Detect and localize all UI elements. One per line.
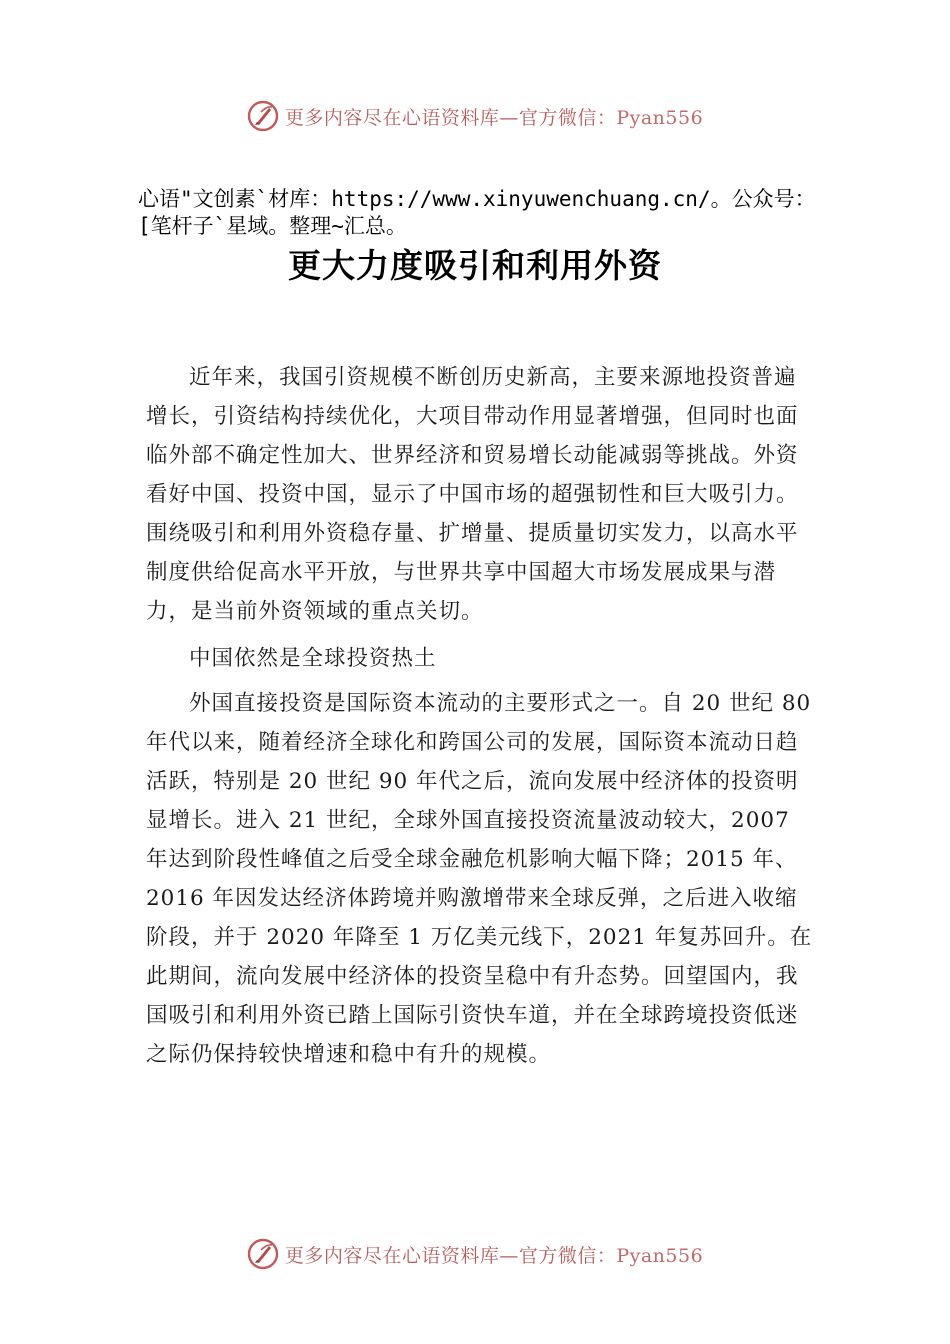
header-banner (0, 96, 950, 136)
banner-text: 更多内容尽在心语资料库—官方微信：Pyan556 (284, 106, 704, 129)
wechat-id: Pyan556 (616, 106, 704, 129)
quill-logo-icon (247, 1238, 279, 1270)
paragraph-intro: 近年来，我国引资规模不断创历史新高，主要来源地投资普遍增长，引资结构持续优化，大项目带动作用显著增强，但同时也面临外部不确定性加大、世界经济和贸易增长动能减弱等挑战。外资看好中国、投资中国，显示了中国市场的超强韧性和巨大吸引力。围绕吸引和利用外资稳存量、扩增量、提质量切实发力，以高水平制度供给促高水平开放，与世界共享中国超大市场发展成果与潜力，是当前外资领域的重点关切。 (146, 365, 799, 624)
wechat-id: Pyan556 (616, 1244, 704, 1267)
document-title: 更大力度吸引和利用外资 (288, 246, 662, 285)
source-line: 心语"文创素`材库：https://www.xinyuwenchuang.cn/。公众号：[笔杆子`星域。整理~汇总。 (138, 187, 816, 238)
banner-text: 更多内容尽在心语资料库—官方微信：Pyan556 (284, 1244, 704, 1267)
paragraph-fdi: 外国直接投资是国际资本流动的主要形式之一。自 20 世纪 80 年代以来，随着经济全球化和跨国公司的发展，国际资本流动日趋活跃，特别是 20 世纪 90 年代之后，流向发展中经济体的投资明显增长。进入 21 世纪，全球外国直接投资流量波动较大，2007 年达到阶段性峰值之后受全球金融危机影响大幅下降；2015 年、2016 年因发达经济体跨境并购激增带来全球反弹，之后进入收缩阶段，并于 2020 年降至 1 万亿美元线下，2021 年复苏回升。在此期间，流向发展中经济体的投资呈稳中有升态势。回望国内，我国吸引和利用外资已踏上国际引资快车道，并在全球跨境投资低迷之际仍保持较快增速和稳中有升的规模。 (146, 691, 813, 1067)
quill-logo-icon (247, 100, 279, 132)
footer-banner (0, 1234, 950, 1274)
document-body (146, 358, 814, 1074)
section-heading: 中国依然是全球投资热土 (189, 646, 437, 671)
